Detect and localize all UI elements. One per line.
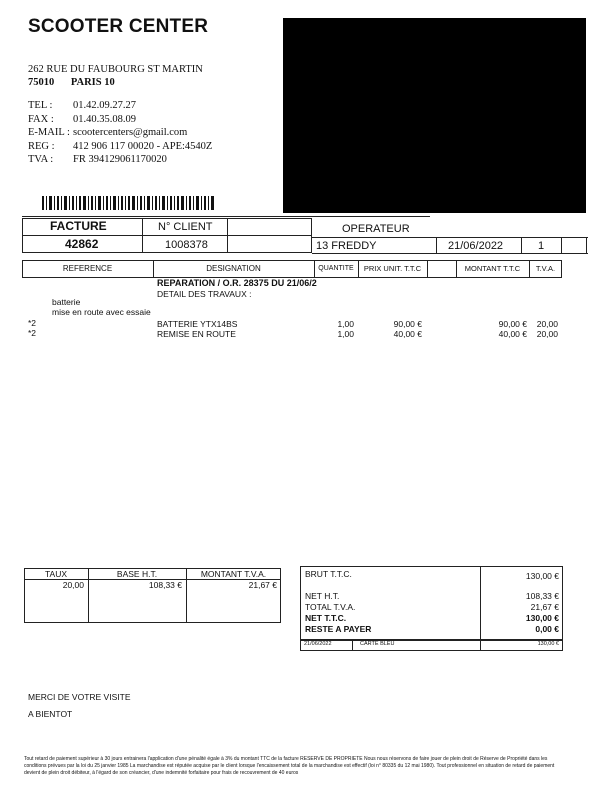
net-ht-label: NET H.T. xyxy=(305,591,340,601)
fax-value: 01.40.35.08.09 xyxy=(73,113,136,125)
note-line-2: mise en route avec essaie xyxy=(52,307,151,317)
tel-value: 01.42.09.27.27 xyxy=(73,100,136,111)
col-tva: T.V.A. xyxy=(535,264,556,273)
reg-value: 412 906 117 00020 - APE:4540Z xyxy=(73,140,213,152)
pay-amount: 130,00 € xyxy=(537,641,559,647)
bye-text: A BIENTOT xyxy=(28,709,73,719)
header-divider-4 xyxy=(521,237,522,253)
line-designation: BATTERIE YTX14BS xyxy=(157,319,238,329)
vat-h-base: BASE H.T. xyxy=(116,569,158,579)
reste-label: RESTE A PAYER xyxy=(305,624,372,634)
line-unit: 40,00 € xyxy=(393,329,422,339)
header-divider-5 xyxy=(561,237,562,253)
total-tva-label: TOTAL T.V.A. xyxy=(305,602,356,612)
redacted-block xyxy=(283,18,586,213)
pay-date: 21/06/2022 xyxy=(304,641,332,647)
legal-text: Tout retard de paiement supérieur à 30 jours entrainera l'application d'une pénalité égale à 3% du montant TTC de la facture RESERVE DE PROPRIETE Nous nous réservons de faire jouer de plein droit de Réserve de Propriété dans les conditions prévues par la loi du 25 janvier 1985 La marchandise est réputée acquise par le client lorsque l'encaissement total de la marchandise est effectif (loi n° 80335 du 12 mai 1980). Tout professionnel en situation de retard de paiement devient de plein droit débiteur, à l'égard de son créancier, d'une indemnité forfaitaire pour frais de recouvrement de 40 euros xyxy=(24,756,555,776)
tel-label: TEL : xyxy=(28,100,53,111)
company-name: SCOOTER CENTER xyxy=(28,16,209,37)
reg-label: REG : xyxy=(28,140,55,152)
line-designation: REMISE EN ROUTE xyxy=(157,329,236,339)
client-label: N° CLIENT xyxy=(158,221,213,233)
thanks-text: MERCI DE VOTRE VISITE xyxy=(28,692,131,702)
vat-h-montant: MONTANT T.V.A. xyxy=(200,569,267,579)
vat-montant: 21,67 € xyxy=(248,580,277,590)
page-number: 1 xyxy=(538,240,545,252)
col-prix-unit: PRIX UNIT. T.T.C xyxy=(363,264,422,273)
tva-label: TVA : xyxy=(28,154,54,166)
company-contact xyxy=(28,99,212,167)
net-ttc-label: NET T.T.C. xyxy=(305,613,347,623)
email-value: scootercenters@gmail.com xyxy=(73,127,188,139)
reste-value: 0,00 € xyxy=(535,624,559,634)
col-quantite: QUANTITE xyxy=(318,265,354,272)
facture-label: FACTURE xyxy=(50,219,107,233)
repair-heading: REPARATION / O.R. 28375 DU 21/06/2 xyxy=(157,278,317,288)
col-montant: MONTANT T.T.C xyxy=(464,264,521,273)
client-number: 1008378 xyxy=(165,239,208,251)
line-amount: 40,00 € xyxy=(498,329,527,339)
brut-label: BRUT T.T.C. xyxy=(305,569,352,579)
line-qty: 1,00 xyxy=(337,329,354,339)
fax-label: FAX : xyxy=(28,113,54,125)
payment-div xyxy=(352,640,353,651)
invoice-date: 21/06/2022 xyxy=(448,240,504,252)
line-ref: *2 xyxy=(28,318,37,328)
total-tva-value: 21,67 € xyxy=(530,602,559,612)
line-amount: 90,00 € xyxy=(498,319,527,329)
line-ref: *2 xyxy=(28,328,37,338)
header-row-line xyxy=(22,235,312,236)
barcode xyxy=(42,196,214,210)
line-tva: 20,00 xyxy=(536,329,558,339)
operateur-value: 13 FREDDY xyxy=(316,240,377,252)
line-qty: 1,00 xyxy=(337,319,354,329)
col-div-4 xyxy=(427,260,428,278)
line-tva: 20,00 xyxy=(536,319,558,329)
header-row-line-right xyxy=(312,237,588,238)
header-divider-6 xyxy=(586,237,587,253)
tva-value: FR 394129061170020 xyxy=(73,154,167,166)
line-unit: 90,00 € xyxy=(393,319,422,329)
col-designation: DESIGNATION xyxy=(206,264,261,273)
email-label: E-MAIL : xyxy=(28,127,70,139)
col-reference: REFERENCE xyxy=(62,264,113,273)
address-postcode: 75010 xyxy=(28,77,55,88)
invoice-header-line xyxy=(22,216,430,217)
address-city-line xyxy=(28,76,203,89)
vat-base: 108,33 € xyxy=(148,580,182,590)
operateur-label: OPERATEUR xyxy=(342,223,410,235)
facture-number: 42862 xyxy=(65,237,99,251)
address-city: PARIS 10 xyxy=(70,77,115,88)
header-divider-3 xyxy=(436,237,437,253)
vat-taux: 20,00 xyxy=(62,580,84,590)
company-address xyxy=(28,63,203,89)
net-ttc-value: 130,00 € xyxy=(525,613,559,623)
pay-method: CARTE BLEU xyxy=(360,641,395,647)
repair-sub: DETAIL DES TRAVAUX : xyxy=(157,289,252,299)
header-row-bottom-right xyxy=(312,253,588,254)
note-line-1: batterie xyxy=(52,297,81,307)
net-ht-value: 108,33 € xyxy=(525,591,559,601)
address-street: 262 RUE DU FAUBOURG ST MARTIN xyxy=(28,64,203,75)
brut-value: 130,00 € xyxy=(525,571,559,581)
vat-h-taux: TAUX xyxy=(44,569,68,579)
